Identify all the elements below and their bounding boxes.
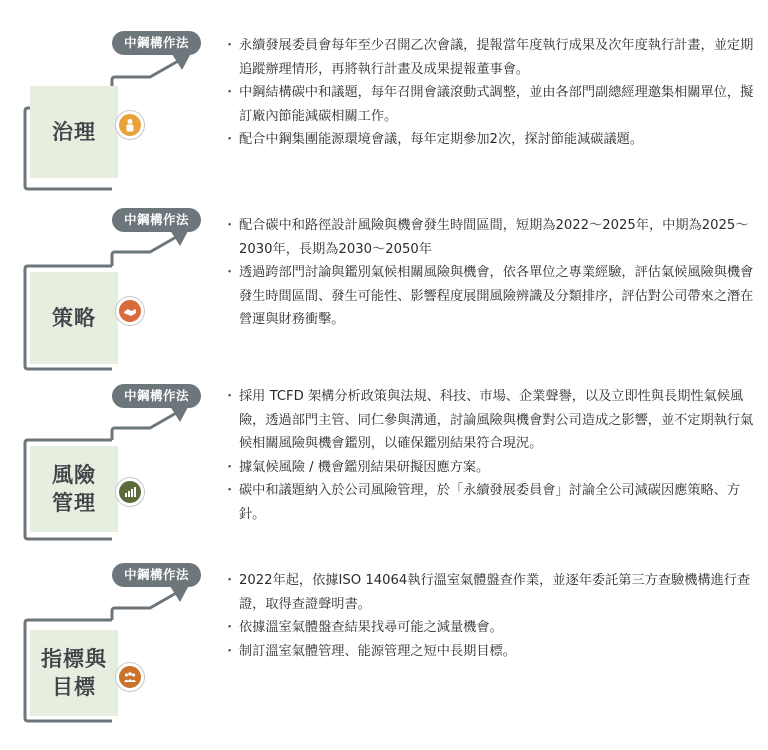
section-label — [30, 86, 118, 178]
section-strategy — [0, 200, 768, 380]
section-label — [30, 272, 118, 364]
label-line: 治理 — [52, 120, 96, 144]
bar-chart-icon — [116, 478, 144, 506]
label-line: 目標 — [52, 675, 96, 699]
list-item: ・ 依據溫室氣體盤查結果找尋可能之減量機會。 — [226, 616, 756, 640]
method-tag: 中鋼構作法 — [112, 31, 201, 55]
handshake-icon — [116, 297, 144, 325]
section-metrics — [0, 560, 768, 750]
section-governance — [0, 0, 768, 200]
method-tag: 中鋼構作法 — [112, 563, 201, 587]
list-item: ・ 中鋼結構碳中和議題，每年召開會議滾動式調整，並由各部門副總經理邀集相關單位，擬訂廠內節能減碳相關工作。 — [226, 81, 756, 128]
label-line: 指標與 — [41, 647, 107, 671]
item-list — [226, 569, 756, 663]
item-list — [226, 214, 756, 332]
section-risk-management — [0, 380, 768, 560]
method-tag: 中鋼構作法 — [112, 384, 201, 408]
item-list — [226, 385, 756, 526]
label-line: 策略 — [52, 306, 96, 330]
list-item: ・ 制訂溫室氣體管理、能源管理之短中長期目標。 — [226, 640, 756, 664]
list-item: ・ 永續發展委員會每年至少召開乙次會議，提報當年度執行成果及次年度執行計畫，並定期追蹤辦理情形，再將執行計畫及成果提報董事會。 — [226, 34, 756, 81]
list-item: ・ 碳中和議題納入於公司風險管理，於「永續發展委員會」討論全公司減碳因應策略、方針。 — [226, 479, 756, 526]
label-line: 風險 — [52, 463, 96, 487]
team-icon — [116, 663, 144, 691]
list-item: ・ 2022年起，依據ISO 14064執行溫室氣體盤查作業，並逐年委託第三方查驗機構進行查證，取得查證聲明書。 — [226, 569, 756, 616]
label-line: 管理 — [52, 491, 96, 515]
item-list — [226, 34, 756, 152]
person-icon — [116, 111, 144, 139]
method-tag: 中鋼構作法 — [112, 208, 201, 232]
list-item: ・ 透過跨部門討論與鑑別氣候相關風險與機會，依各單位之專業經驗，評估氣候風險與機會發生時間區間、發生可能性、影響程度展開風險辨識及分類排序，評估對公司帶來之潛在營運與財務衝擊。 — [226, 261, 756, 332]
list-item: ・ 配合中鋼集團能源環境會議，每年定期參加2次，探討節能減碳議題。 — [226, 128, 756, 152]
list-item: ・ 採用 TCFD 架構分析政策與法規、科技、市場、企業聲譽，以及立即性與長期性氣候風險，透過部門主管、同仁參與溝通，討論風險與機會對公司造成之影響，並不定期執行氣候相關風險與機會鑑別，以確保鑑別結果符合現況。 — [226, 385, 756, 456]
section-label — [30, 446, 118, 532]
list-item: ・ 據氣候風險 / 機會鑑別結果研擬因應方案。 — [226, 456, 756, 480]
list-item: ・ 配合碳中和路徑設計風險與機會發生時間區間，短期為2022～2025年，中期為2025～2030年，長期為2030～2050年 — [226, 214, 756, 261]
section-label — [30, 630, 118, 716]
